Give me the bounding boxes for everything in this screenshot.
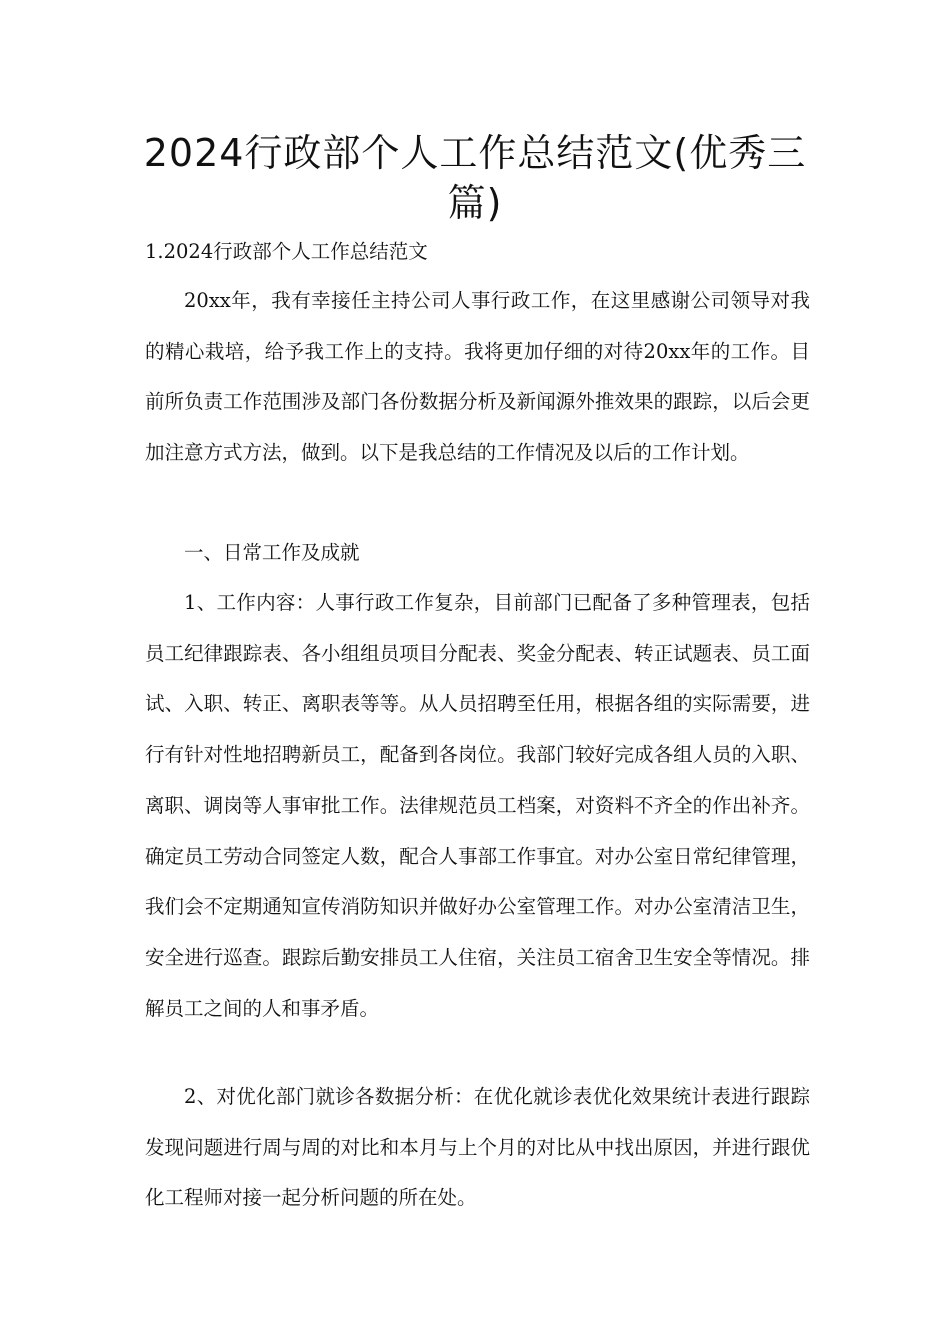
subheading-daily-work: 一、日常工作及成就: [184, 541, 360, 564]
paragraph-data-analysis: 2、对优化部门就诊各数据分析：在优化就诊表优化效果统计表进行跟踪发现问题进行周与周的对比和本月与上个月的对比从中找出原因，并进行跟优化工程师对接一起分析问题的所在处。: [145, 1085, 810, 1210]
document-title: 2024行政部个人工作总结范文(优秀三篇): [143, 131, 807, 225]
paragraph-work-content: 1、工作内容：人事行政工作复杂，目前部门已配备了多种管理表，包括员工纪律跟踪表、各小组组员项目分配表、奖金分配表、转正试题表、员工面试、入职、转正、离职表等等。从人员招聘至任用，根据各组的实际需要，进行有针对性地招聘新员工，配备到各岗位。我部门较好完成各组人员的入职、离职、调岗等人事审批工作。法律规范员工档案，对资料不齐全的作出补齐。确定员工劳动合同签定人数，配合人事部工作事宜。对办公室日常纪律管理，我们会不定期通知宣传消防知识并做好办公室管理工作。对办公室清洁卫生，安全进行巡查。跟踪后勤安排员工人住宿，关注员工宿舍卫生安全等情况。排解员工之间的人和事矛盾。: [145, 591, 810, 1020]
paragraph-intro: 20xx年，我有幸接任主持公司人事行政工作，在这里感谢公司领导对我的精心栽培，给予我工作上的支持。我将更加仔细的对待20xx年的工作。目前所负责工作范围涉及部门各份数据分析及新闻源外推效果的跟踪，以后会更加注意方式方法，做到。以下是我总结的工作情况及以后的工作计划。: [145, 289, 810, 465]
section-heading: 1.2024行政部个人工作总结范文: [145, 240, 428, 263]
